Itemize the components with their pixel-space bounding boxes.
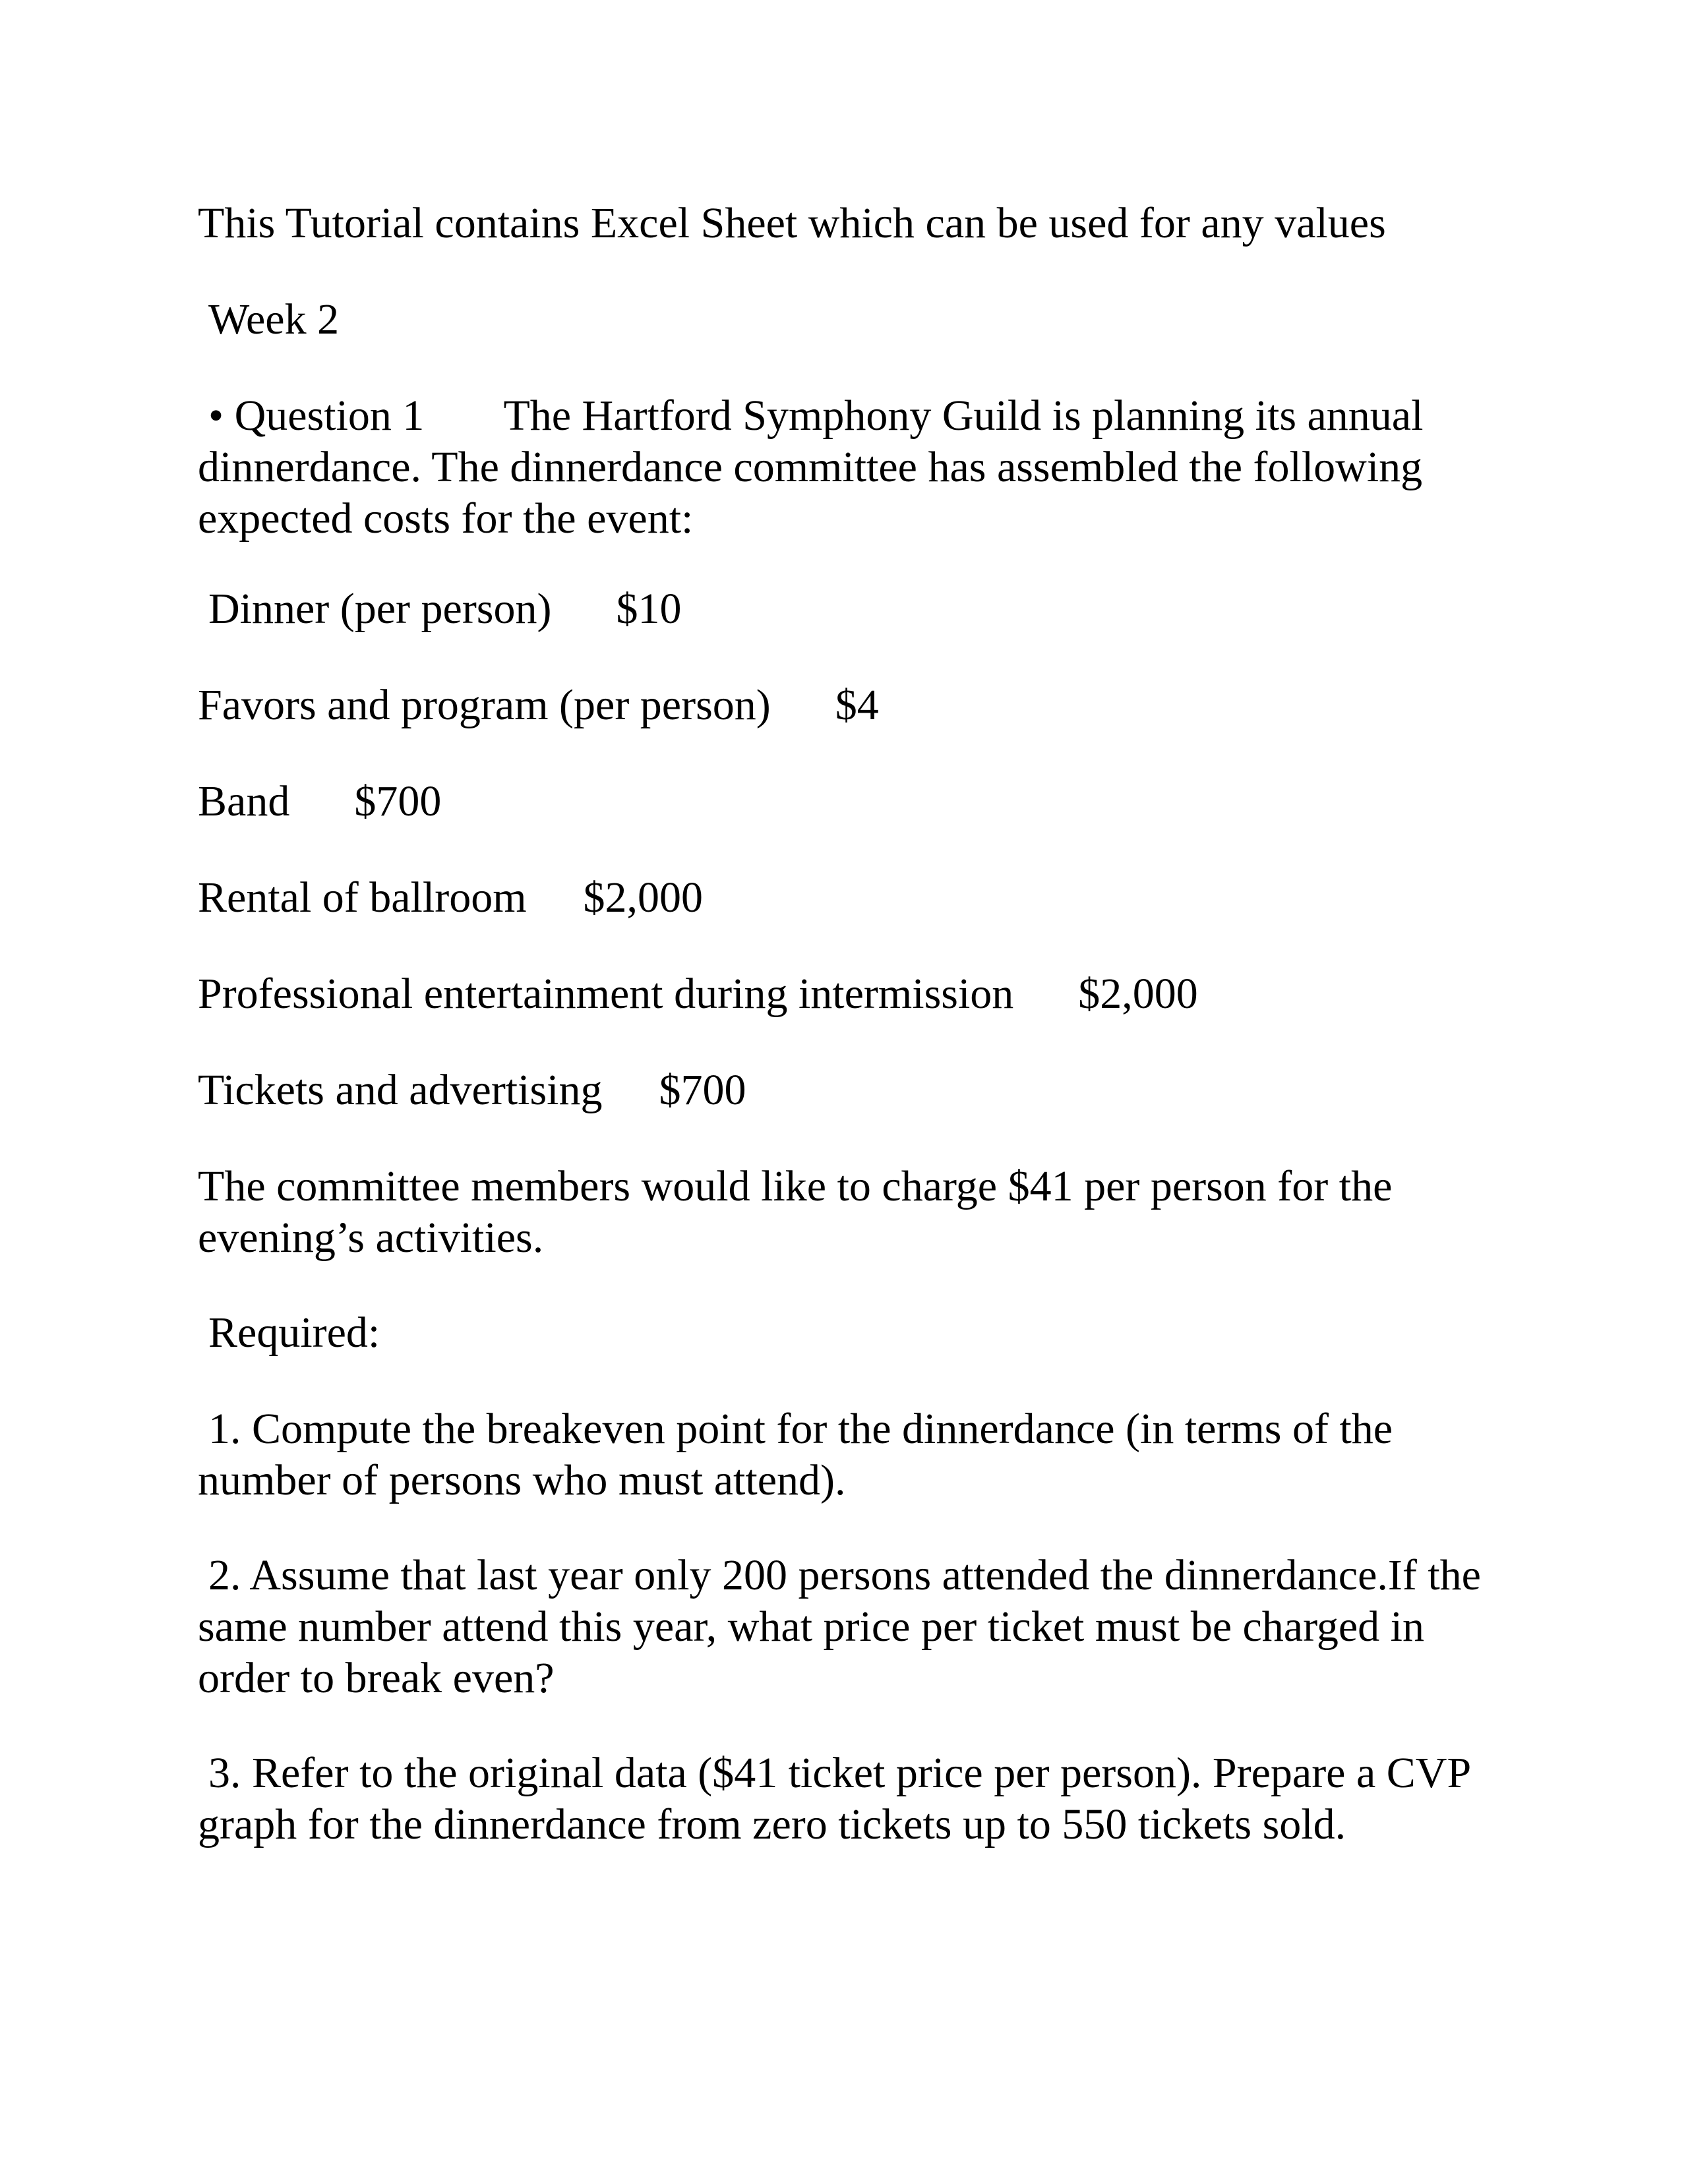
- cost-row-tickets: [198, 1065, 746, 1116]
- requirement-1: 1. Compute the breakeven point for the dinnerdance (in terms of the number of persons who must attend).: [198, 1405, 1393, 1504]
- question-label: Question 1: [234, 392, 425, 440]
- requirement-2: 2. Assume that last year only 200 persons attended the dinnerdance.If the same number attend this year, what price per ticket must be charged in order to break even?: [198, 1551, 1481, 1702]
- requirement-3: 3. Refer to the original data ($41 ticket price per person). Prepare a CVP graph for the dinnerdance from zero tickets up to 550 tickets sold.: [198, 1749, 1470, 1848]
- intro-text: This Tutorial contains Excel Sheet which can be used for any values: [198, 199, 1386, 247]
- cost-amount: $700: [659, 1066, 746, 1114]
- cost-amount: $10: [616, 585, 682, 633]
- cost-row-band: [198, 776, 441, 827]
- question-1-paragraph: [198, 390, 1484, 545]
- cost-row-dinner: [208, 583, 681, 635]
- bullet-glyph: •: [208, 392, 224, 440]
- cost-row-favors: [198, 680, 879, 731]
- question-text: The Hartford Symphony Guild is planning its annual dinnerdance. The dinnerdance committee has assembled the following expected costs for the event:: [198, 392, 1424, 543]
- week-heading: Week 2: [208, 295, 340, 343]
- cost-item: Tickets and advertising: [198, 1066, 603, 1114]
- cost-item: Dinner (per person): [208, 585, 552, 633]
- cost-item: Rental of ballroom: [198, 873, 527, 922]
- cost-amount: $2,000: [583, 873, 704, 922]
- cost-item: Band: [198, 777, 290, 825]
- cost-item: Favors and program (per person): [198, 681, 771, 729]
- cost-amount: $4: [835, 681, 879, 729]
- cost-row-ballroom: [198, 872, 703, 924]
- cost-amount: $700: [354, 777, 442, 825]
- charge-paragraph: The committee members would like to charge $41 per person for the evening’s activities.: [198, 1162, 1393, 1262]
- required-heading: Required:: [208, 1309, 380, 1357]
- cost-row-entertainment: [198, 968, 1198, 1020]
- cost-amount: $2,000: [1078, 970, 1198, 1018]
- cost-item: Professional entertainment during intermission: [198, 970, 1014, 1018]
